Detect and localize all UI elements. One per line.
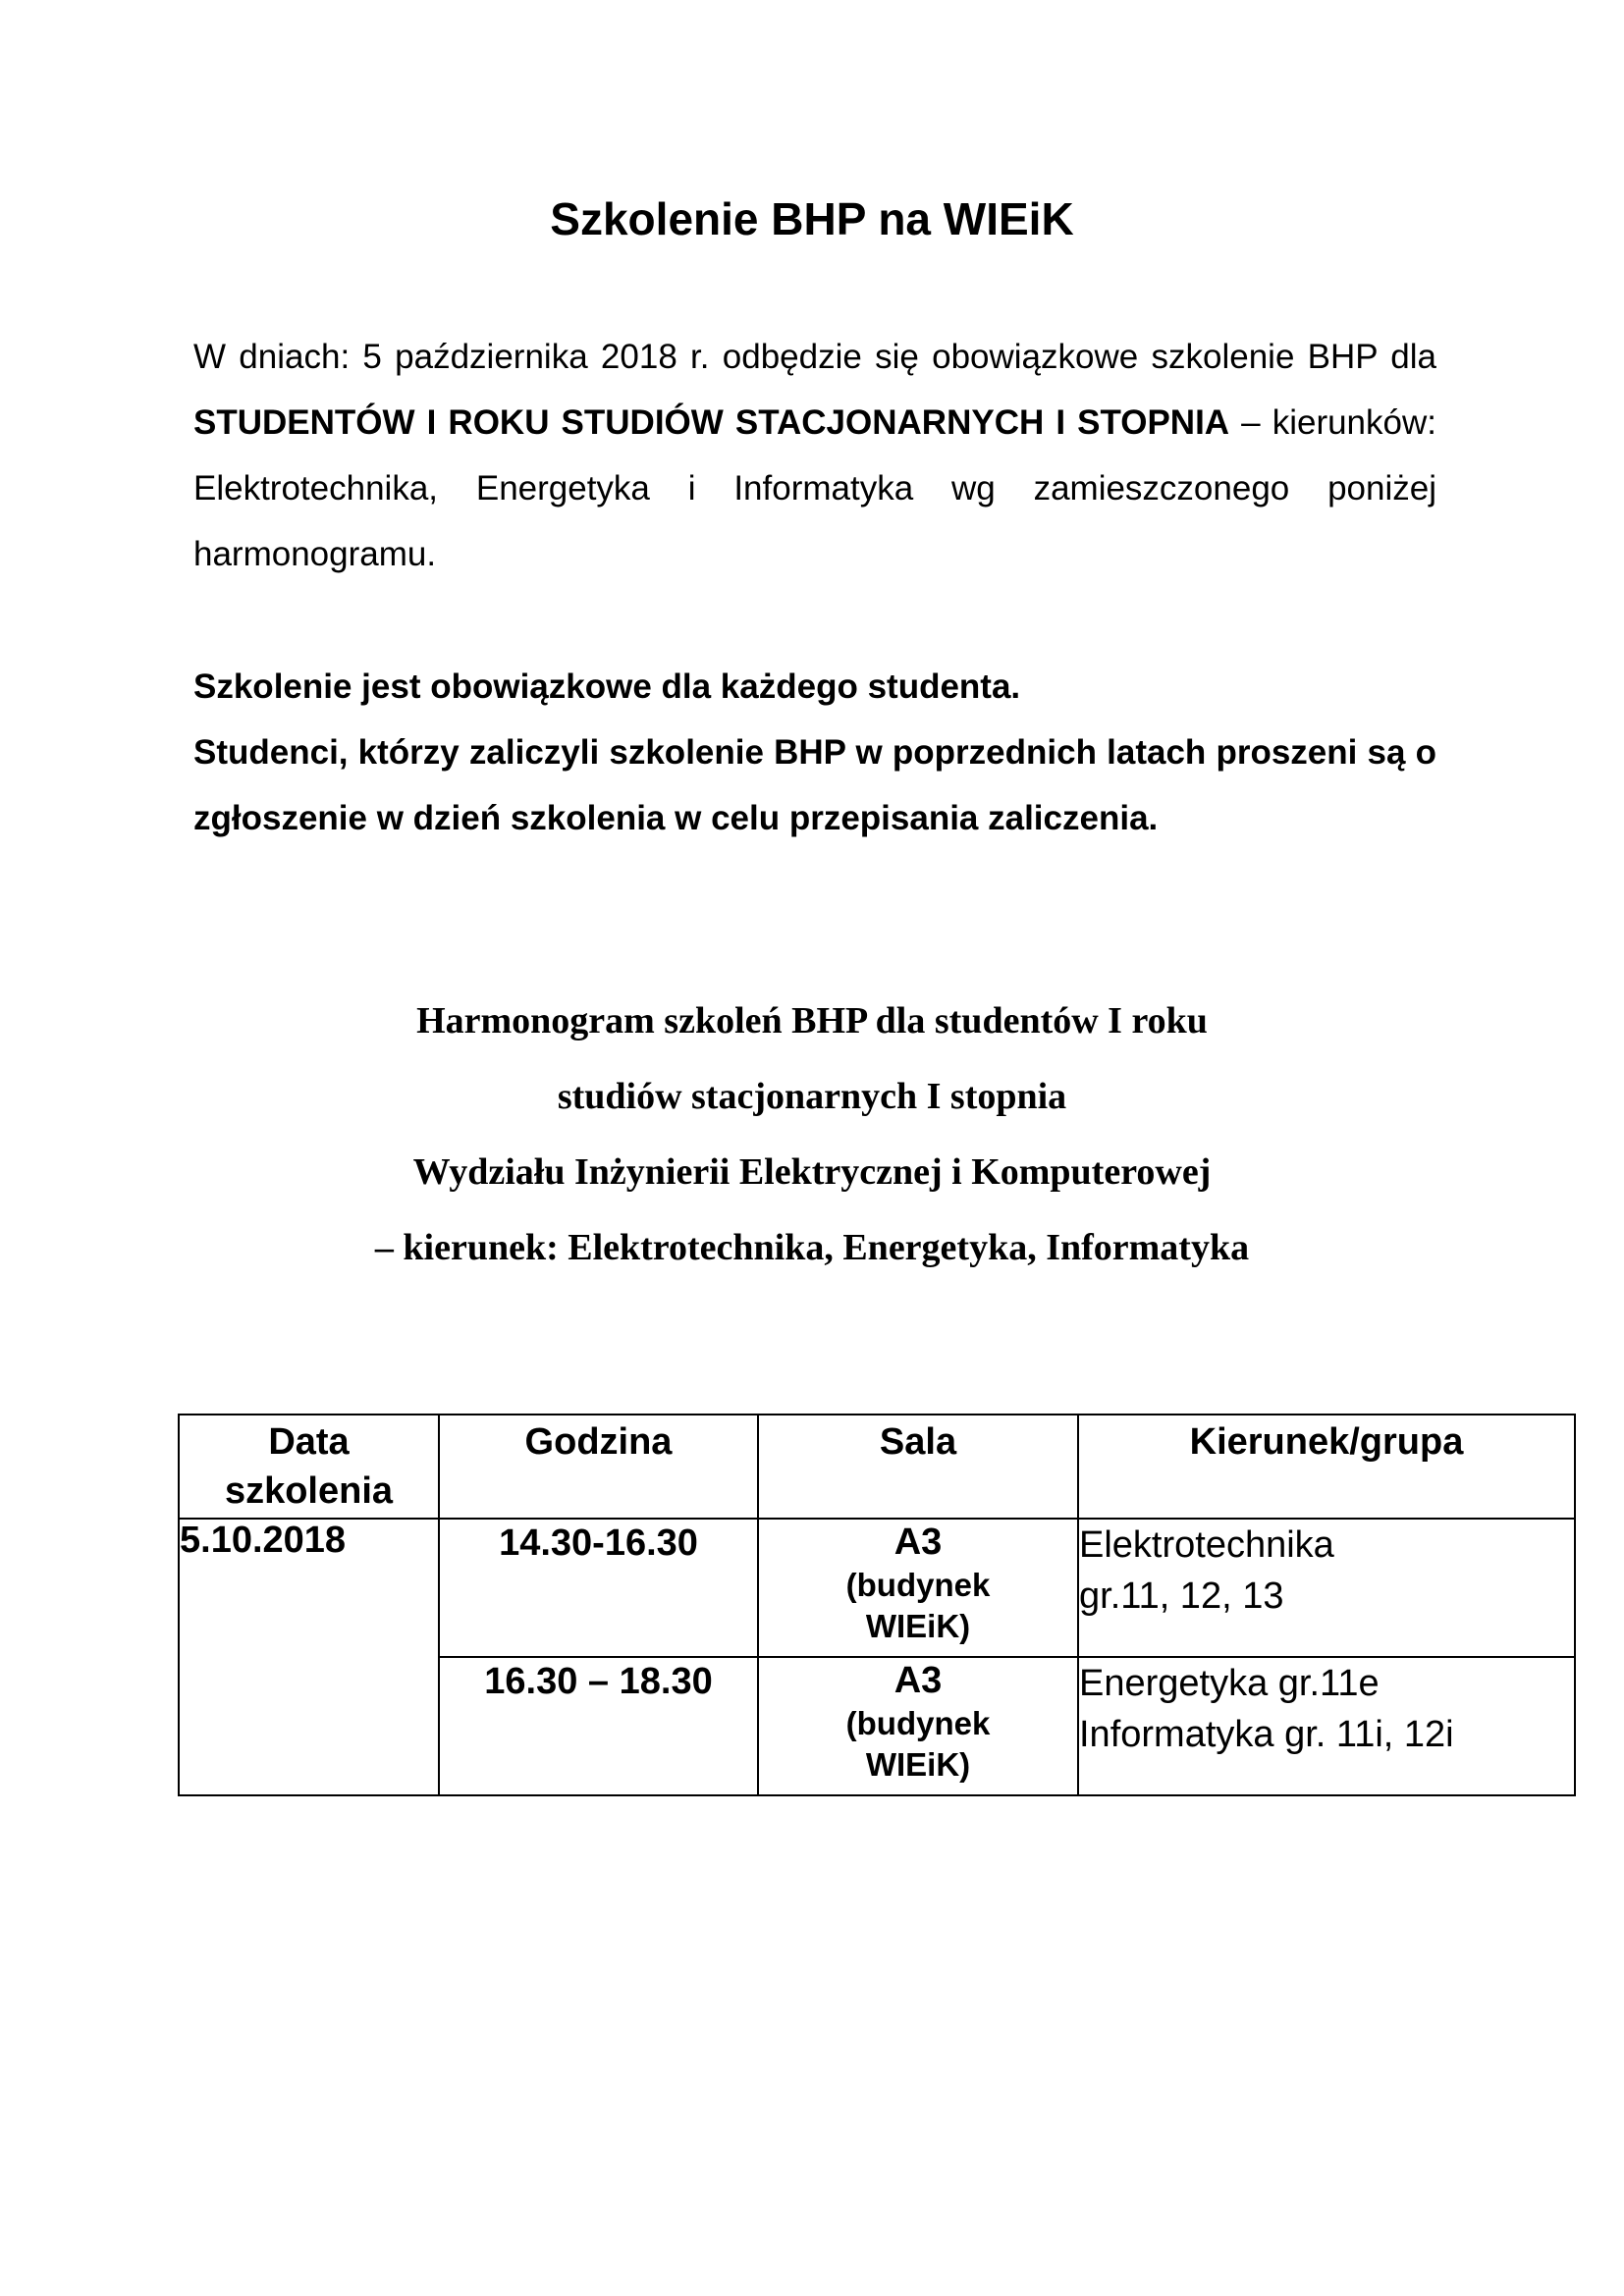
header-room: Sala: [758, 1415, 1078, 1519]
date-cell: 5.10.2018: [179, 1519, 439, 1795]
header-date-line-2: szkolenia: [224, 1470, 394, 1512]
room-name: A3: [893, 1522, 943, 1563]
room-cell: [758, 1519, 1078, 1657]
room-building-line-1: (budynek: [845, 1705, 991, 1741]
header-time: Godzina: [439, 1415, 758, 1519]
schedule-heading: [0, 984, 1624, 1286]
dept-line-2: gr.11, 12, 13: [1079, 1575, 1284, 1617]
intro-text: W dniach: 5 października 2018 r. odbędzie się obowiązkowe szkolenie BHP dla: [193, 338, 1436, 376]
room-building-line-1: (budynek: [845, 1567, 991, 1603]
intro-rest-text: – kierunków: Elektrotechnika, Energetyka i Informatyka wg zamieszczonego poniżej harmonogramu.: [193, 403, 1436, 573]
page-title: Szkolenie BHP na WIEiK: [550, 193, 1074, 244]
header-date: [179, 1415, 439, 1519]
time-cell: 14.30-16.30: [439, 1519, 758, 1657]
table-row: [179, 1519, 1575, 1657]
intro-bold-text: STUDENTÓW I ROKU STUDIÓW STACJONARNYCH I STOPNIA: [193, 403, 1230, 442]
dept-cell: [1078, 1519, 1575, 1657]
dept-line-1: Energetyka gr.11e: [1079, 1663, 1380, 1704]
time-cell: 16.30 – 18.30: [439, 1657, 758, 1795]
schedule-table: [178, 1414, 1576, 1796]
intro-paragraph: [193, 324, 1436, 587]
schedule-heading-line-1: Harmonogram szkoleń BHP dla studentów I roku: [416, 1000, 1208, 1041]
notice-paragraph: [193, 654, 1436, 851]
schedule-heading-line-4: – kierunek: Elektrotechnika, Energetyka, Informatyka: [374, 1227, 1250, 1268]
notice-line-1: Szkolenie jest obowiązkowe dla każdego studenta.: [193, 667, 1021, 706]
room-name: A3: [893, 1660, 943, 1701]
notice-line-2: Studenci, którzy zaliczyli szkolenie BHP w poprzednich latach proszeni są o zgłoszenie w dzień szkolenia w celu przepisania zaliczenia.: [193, 733, 1436, 837]
dept-cell: [1078, 1657, 1575, 1795]
dept-line-2: Informatyka gr. 11i, 12i: [1079, 1714, 1454, 1755]
header-date-line-1: Data: [268, 1421, 350, 1463]
room-building-line-2: WIEiK): [865, 1608, 971, 1644]
table-header-row: [179, 1415, 1575, 1519]
schedule-heading-line-2: studiów stacjonarnych I stopnia: [557, 1076, 1067, 1117]
header-dept: Kierunek/grupa: [1078, 1415, 1575, 1519]
room-cell: [758, 1657, 1078, 1795]
schedule-heading-line-3: Wydziału Inżynierii Elektrycznej i Komputerowej: [412, 1151, 1212, 1193]
room-building-line-2: WIEiK): [865, 1746, 971, 1783]
dept-line-1: Elektrotechnika: [1079, 1524, 1334, 1566]
